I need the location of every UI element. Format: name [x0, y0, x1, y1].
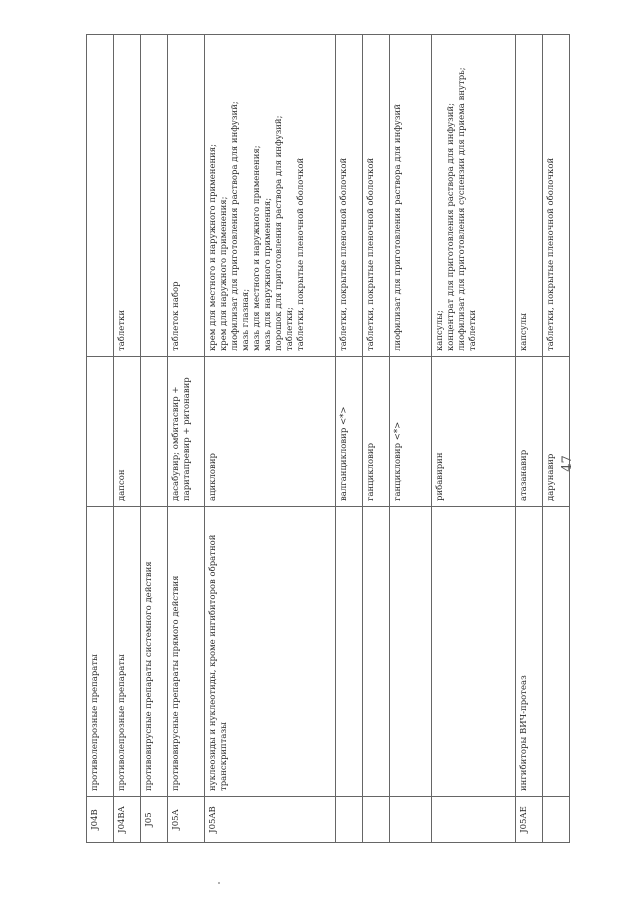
name-cell: противолепрозные препараты [114, 507, 141, 797]
drug-cell: ганцикловир [362, 357, 389, 507]
name-cell: ингибиторы ВИЧ-протеаз [515, 507, 542, 797]
dosage-form-line: лиофилизат для приготовления раствора для инфузий; [230, 101, 241, 351]
name-cell [431, 507, 515, 797]
code-cell: J04B [87, 797, 114, 843]
dosage-form-cell [205, 35, 336, 357]
drug-cell [141, 357, 168, 507]
dosage-form-cell [542, 35, 569, 357]
dosage-form-line: таблеток набор [171, 281, 182, 351]
name-cell [542, 507, 569, 797]
dosage-form-line: крем для наружного применения; [219, 196, 230, 351]
drug-cell: дарунавир [542, 357, 569, 507]
name-cell: противолепрозные препараты [87, 507, 114, 797]
table-row [431, 35, 515, 843]
table-row [87, 35, 114, 843]
table-row [362, 35, 389, 843]
medicines-table [86, 34, 570, 843]
code-cell [335, 797, 362, 843]
code-cell: J05AE [515, 797, 542, 843]
drug-cell: ганцикловир <*> [390, 357, 432, 507]
code-cell: J05A [168, 797, 205, 843]
table-row [515, 35, 542, 843]
dosage-form-line: лиофилизат для приготовления суспензии для приема внутрь; [456, 67, 467, 351]
drug-cell [87, 357, 114, 507]
dosage-form-line: мазь для наружного применения; [263, 197, 274, 351]
drug-cell: атазанавир [515, 357, 542, 507]
dosage-form-line: мазь для местного и наружного применения; [252, 145, 263, 351]
drug-cell: дасабувир; омбитасвир + паритапревир + ритонавир [168, 357, 205, 507]
dosage-form-line: лиофилизат для приготовления раствора для инфузий [393, 104, 404, 351]
table-row [168, 35, 205, 843]
dosage-form-cell [515, 35, 542, 357]
dosage-form-cell [390, 35, 432, 357]
dosage-form-line: таблетки, покрытые пленочной оболочкой [365, 157, 376, 351]
code-cell [390, 797, 432, 843]
dosage-form-cell [362, 35, 389, 357]
dosage-form-line: таблетки; [285, 307, 296, 351]
dosage-form-line: капсулы; [434, 310, 445, 351]
dosage-form-line: концентрат для приготовления раствора для инфузий; [445, 103, 456, 351]
dosage-form-cell [431, 35, 515, 357]
drug-cell: рибавирин [431, 357, 515, 507]
code-cell: J05 [141, 797, 168, 843]
code-cell [542, 797, 569, 843]
name-cell [362, 507, 389, 797]
dosage-form-cell [335, 35, 362, 357]
dosage-form-line: таблетки, покрытые пленочной оболочкой [545, 157, 556, 351]
dosage-form-cell [114, 35, 141, 357]
dosage-form-line: таблетки, покрытые пленочной оболочкой [296, 157, 307, 351]
scan-speck [218, 882, 220, 884]
name-cell [335, 507, 362, 797]
name-cell [390, 507, 432, 797]
dosage-form-line: таблетки [467, 310, 478, 351]
table-row [114, 35, 141, 843]
dosage-form-cell [141, 35, 168, 357]
table-row [205, 35, 336, 843]
code-cell: J04BA [114, 797, 141, 843]
name-cell: нуклеозиды и нуклеотиды, кроме ингибиторов обратной транскриптазы [205, 507, 336, 797]
drug-cell: валганцикловир <*> [335, 357, 362, 507]
drug-cell: дапсон [114, 357, 141, 507]
name-cell: противовирусные препараты прямого действия [168, 507, 205, 797]
code-cell [431, 797, 515, 843]
table-row [141, 35, 168, 843]
dosage-form-cell [168, 35, 205, 357]
dosage-form-line: крем для местного и наружного применения; [208, 143, 219, 351]
dosage-form-line: порошок для приготовления раствора для инфузий; [274, 115, 285, 351]
dosage-form-line: капсулы [518, 313, 529, 351]
name-cell: противовирусные препараты системного действия [141, 507, 168, 797]
dosage-form-line: мазь глазная; [241, 288, 252, 351]
table-body [87, 35, 570, 843]
drug-cell: ацикловир [205, 357, 336, 507]
code-cell [362, 797, 389, 843]
table-row [542, 35, 569, 843]
table-row [390, 35, 432, 843]
table-row [335, 35, 362, 843]
code-cell: J05AB [205, 797, 336, 843]
dosage-form-line: таблетки [117, 310, 128, 351]
dosage-form-line: таблетки, покрытые пленочной оболочкой [338, 157, 349, 351]
dosage-form-cell [87, 35, 114, 357]
rotated-table-container [86, 35, 570, 843]
page-number: 47 [559, 455, 575, 472]
